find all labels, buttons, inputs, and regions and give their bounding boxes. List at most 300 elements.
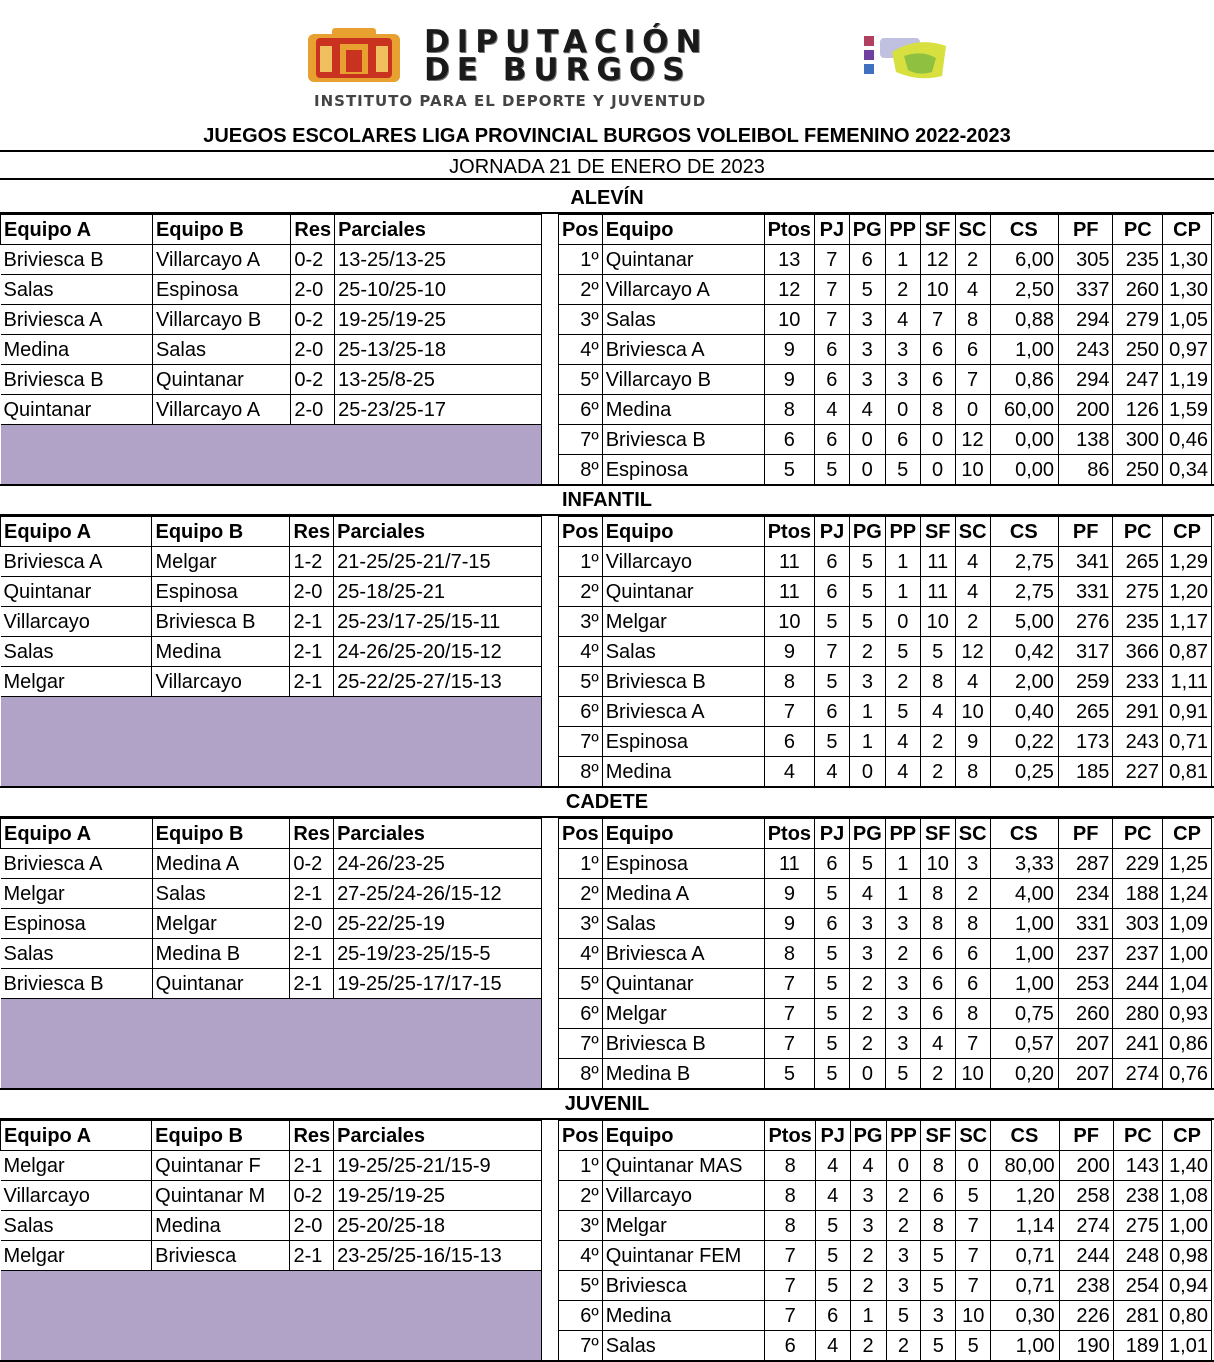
standings-cell: 6 bbox=[920, 335, 955, 365]
standings-cell: 7 bbox=[764, 969, 814, 999]
standings-row bbox=[559, 455, 1212, 485]
standings-row bbox=[559, 999, 1212, 1029]
standings-column-header: CS bbox=[990, 819, 1058, 849]
standings-row bbox=[559, 1059, 1212, 1089]
standings-cell: 8 bbox=[955, 757, 990, 787]
standings-cell: 1 bbox=[885, 879, 920, 909]
results-column-header: Equipo A bbox=[1, 517, 152, 547]
standings-cell: 2,50 bbox=[990, 275, 1059, 305]
standings-cell: 5 bbox=[921, 1271, 956, 1301]
standings-cell: 5 bbox=[920, 637, 955, 667]
standings-column-header: PJ bbox=[815, 517, 850, 547]
standings-cell: 0,46 bbox=[1163, 425, 1212, 455]
result-cell: Melgar bbox=[1, 1241, 152, 1271]
standings-column-header: PJ bbox=[814, 215, 849, 245]
result-cell: Quintanar M bbox=[152, 1181, 290, 1211]
standings-cell: 0 bbox=[885, 395, 920, 425]
standings-cell: 5 bbox=[849, 275, 885, 305]
standings-cell: 5 bbox=[921, 1331, 956, 1361]
result-cell: 21-25/25-21/7-15 bbox=[334, 547, 542, 577]
standings-cell: 2 bbox=[955, 245, 990, 275]
standings-column-header: Ptos bbox=[764, 517, 814, 547]
standings-cell: 6 bbox=[955, 969, 990, 999]
results-table bbox=[0, 214, 542, 485]
standings-cell: Briviesca A bbox=[602, 939, 764, 969]
standings-cell: 9 bbox=[764, 879, 814, 909]
standings-cell: 6º bbox=[559, 395, 603, 425]
result-cell: 25-20/25-18 bbox=[334, 1211, 542, 1241]
standings-cell: 1 bbox=[885, 577, 920, 607]
standings-cell: Quintanar bbox=[602, 245, 764, 275]
standings-column-header: Pos bbox=[559, 819, 603, 849]
result-cell: 0-2 bbox=[291, 305, 335, 335]
result-cell: 19-25/19-25 bbox=[335, 305, 542, 335]
standings-cell: 2 bbox=[850, 1241, 886, 1271]
standings-cell: 5 bbox=[764, 1059, 814, 1089]
standings-cell: 7 bbox=[956, 1241, 991, 1271]
result-cell: 2-0 bbox=[290, 1211, 334, 1241]
standings-column-header: Equipo bbox=[602, 517, 764, 547]
standings-row bbox=[559, 757, 1212, 787]
standings-column-header: PF bbox=[1059, 1121, 1113, 1151]
standings-column-header: SF bbox=[920, 215, 955, 245]
result-cell: Melgar bbox=[1, 879, 153, 909]
standings-row bbox=[559, 577, 1212, 607]
standings-column-header: PG bbox=[850, 1121, 886, 1151]
result-cell: 2-0 bbox=[291, 275, 335, 305]
standings-column-header: SC bbox=[955, 819, 990, 849]
empty-filler-row bbox=[1, 999, 542, 1089]
standings-column-header: PF bbox=[1058, 819, 1112, 849]
result-cell: 25-23/25-17 bbox=[335, 395, 542, 425]
standings-cell: 3 bbox=[849, 667, 885, 697]
standings-cell: 0,42 bbox=[990, 637, 1058, 667]
result-row bbox=[1, 1181, 542, 1211]
standings-cell: 5 bbox=[815, 667, 850, 697]
standings-row bbox=[559, 667, 1212, 697]
standings-cell: 5 bbox=[815, 727, 850, 757]
result-cell: 2-1 bbox=[290, 1151, 334, 1181]
result-cell: Espinosa bbox=[1, 909, 153, 939]
standings-cell: 274 bbox=[1059, 1211, 1113, 1241]
standings-cell: 1 bbox=[850, 1301, 886, 1331]
standings-cell: 3 bbox=[849, 939, 885, 969]
standings-column-header: PC bbox=[1113, 517, 1163, 547]
standings-cell: 303 bbox=[1113, 909, 1163, 939]
standings-column-header: PC bbox=[1113, 819, 1163, 849]
standings-cell: 5 bbox=[885, 637, 920, 667]
standings-cell: 5 bbox=[885, 1059, 920, 1089]
standings-cell: 280 bbox=[1113, 999, 1163, 1029]
standings-cell: 7 bbox=[765, 1301, 815, 1331]
standings-cell: 6 bbox=[764, 425, 814, 455]
standings-cell: 5 bbox=[956, 1331, 991, 1361]
standings-cell: 259 bbox=[1058, 667, 1112, 697]
standings-cell: 275 bbox=[1113, 577, 1163, 607]
standings-cell: 5º bbox=[559, 1271, 603, 1301]
standings-cell: 6 bbox=[815, 577, 850, 607]
result-cell: 13-25/13-25 bbox=[335, 245, 542, 275]
standings-column-header: Equipo bbox=[602, 819, 764, 849]
standings-cell: 5 bbox=[815, 969, 850, 999]
standings-cell: 1,24 bbox=[1163, 879, 1212, 909]
result-cell: Salas bbox=[152, 335, 290, 365]
standings-cell: 238 bbox=[1059, 1271, 1113, 1301]
standings-cell: 13 bbox=[764, 245, 814, 275]
results-column-header: Parciales bbox=[335, 215, 542, 245]
standings-cell: 4 bbox=[885, 757, 920, 787]
standings-cell: 4º bbox=[559, 637, 603, 667]
standings-column-header: SC bbox=[956, 1121, 991, 1151]
standings-cell: 10 bbox=[764, 305, 814, 335]
result-cell: Quintanar bbox=[152, 969, 290, 999]
standings-cell: 244 bbox=[1113, 969, 1163, 999]
standings-cell: 3 bbox=[849, 365, 885, 395]
standings-column-header: Ptos bbox=[764, 819, 814, 849]
standings-cell: 8 bbox=[955, 999, 990, 1029]
standings-cell: 6 bbox=[815, 697, 850, 727]
result-cell: 24-26/23-25 bbox=[334, 849, 542, 879]
result-row bbox=[1, 637, 542, 667]
standings-cell: 337 bbox=[1059, 275, 1113, 305]
result-cell: 2-1 bbox=[290, 939, 334, 969]
standings-cell: 3,33 bbox=[990, 849, 1058, 879]
standings-cell: 10 bbox=[920, 275, 955, 305]
standings-cell: 5 bbox=[815, 1211, 850, 1241]
standings-cell: 0 bbox=[849, 425, 885, 455]
matchday-date: JORNADA 21 DE ENERO DE 2023 bbox=[0, 150, 1214, 180]
standings-cell: 0,80 bbox=[1163, 1301, 1212, 1331]
standings-cell: 3 bbox=[885, 1029, 920, 1059]
standings-cell: 12 bbox=[955, 425, 990, 455]
result-cell: Salas bbox=[1, 637, 152, 667]
standings-cell: 8 bbox=[920, 667, 955, 697]
standings-cell: 281 bbox=[1113, 1301, 1162, 1331]
standings-cell: 6 bbox=[920, 939, 955, 969]
standings-column-header: PF bbox=[1059, 215, 1113, 245]
standings-cell: 3º bbox=[559, 909, 603, 939]
standings-row bbox=[559, 1211, 1212, 1241]
standings-cell: 265 bbox=[1058, 697, 1112, 727]
standings-cell: 60,00 bbox=[990, 395, 1059, 425]
standings-cell: 229 bbox=[1113, 849, 1163, 879]
standings-cell: 1,05 bbox=[1163, 305, 1212, 335]
result-row bbox=[1, 849, 542, 879]
standings-cell: 189 bbox=[1113, 1331, 1162, 1361]
results-column-header: Parciales bbox=[334, 819, 542, 849]
results-column-header: Parciales bbox=[334, 517, 542, 547]
empty-filler-cell bbox=[1, 1271, 542, 1361]
standings-column-header: PG bbox=[849, 819, 885, 849]
standings-cell: 5,00 bbox=[990, 607, 1058, 637]
standings-cell: 291 bbox=[1113, 697, 1163, 727]
standings-cell: 80,00 bbox=[991, 1151, 1059, 1181]
result-cell: 0-2 bbox=[290, 849, 334, 879]
category-title: CADETE bbox=[0, 786, 1214, 818]
standings-cell: 8 bbox=[765, 1211, 815, 1241]
result-row bbox=[1, 1241, 542, 1271]
result-cell: Quintanar bbox=[152, 365, 290, 395]
result-cell: Salas bbox=[1, 275, 153, 305]
results-header-row bbox=[1, 1121, 542, 1151]
standings-column-header: Pos bbox=[559, 215, 603, 245]
standings-cell: 235 bbox=[1113, 245, 1163, 275]
standings-cell: 200 bbox=[1059, 395, 1113, 425]
standings-cell: 7º bbox=[559, 425, 603, 455]
result-cell: Medina bbox=[152, 637, 290, 667]
standings-cell: 1,00 bbox=[990, 969, 1058, 999]
standings-column-header: PF bbox=[1058, 517, 1112, 547]
standings-cell: 1º bbox=[559, 547, 603, 577]
standings-cell: 3 bbox=[849, 335, 885, 365]
standings-cell: 10 bbox=[955, 455, 990, 485]
standings-cell: 1,14 bbox=[991, 1211, 1059, 1241]
standings-cell: 9 bbox=[764, 335, 814, 365]
standings-cell: 5 bbox=[921, 1241, 956, 1271]
standings-cell: 11 bbox=[920, 577, 955, 607]
standings-column-header: CP bbox=[1163, 215, 1212, 245]
result-cell: 24-26/25-20/15-12 bbox=[334, 637, 542, 667]
standings-cell: 1,11 bbox=[1163, 667, 1212, 697]
standings-cell: 1º bbox=[559, 245, 603, 275]
result-cell: 0-2 bbox=[291, 365, 335, 395]
standings-row bbox=[559, 1241, 1212, 1271]
standings-cell: 237 bbox=[1113, 939, 1163, 969]
standings-cell: 0 bbox=[886, 1151, 921, 1181]
standings-cell: 3 bbox=[886, 1271, 921, 1301]
standings-cell: 3 bbox=[955, 849, 990, 879]
standings-column-header: SF bbox=[921, 1121, 956, 1151]
standings-cell: 0,40 bbox=[990, 697, 1058, 727]
standings-cell: 6 bbox=[885, 425, 920, 455]
result-row bbox=[1, 969, 542, 999]
results-header-row bbox=[1, 819, 542, 849]
standings-cell: 4º bbox=[559, 1241, 603, 1271]
standings-cell: 6º bbox=[559, 1301, 603, 1331]
standings-cell: 0,94 bbox=[1163, 1271, 1212, 1301]
result-cell: Quintanar F bbox=[152, 1151, 290, 1181]
result-row bbox=[1, 275, 542, 305]
result-cell: 2-1 bbox=[290, 879, 334, 909]
standings-cell: 4 bbox=[764, 757, 814, 787]
category-title: ALEVÍN bbox=[0, 182, 1214, 214]
standings-column-header: PP bbox=[885, 819, 920, 849]
standings-column-header: Pos bbox=[559, 1121, 603, 1151]
standings-cell: 279 bbox=[1113, 305, 1163, 335]
result-cell: Medina bbox=[152, 1211, 290, 1241]
result-cell: Villarcayo bbox=[1, 607, 152, 637]
standings-cell: 258 bbox=[1059, 1181, 1113, 1211]
standings-cell: 4 bbox=[920, 697, 955, 727]
standings-cell: 0,71 bbox=[1163, 727, 1212, 757]
standings-cell: 4 bbox=[955, 667, 990, 697]
standings-cell: 7 bbox=[814, 305, 849, 335]
standings-cell: 0,93 bbox=[1163, 999, 1212, 1029]
results-table bbox=[0, 1120, 542, 1361]
results-column-header: Equipo B bbox=[152, 517, 290, 547]
standings-cell: 3 bbox=[850, 1181, 886, 1211]
result-cell: Villarcayo bbox=[1, 1181, 152, 1211]
standings-cell: 2 bbox=[849, 999, 885, 1029]
standings-cell: 3º bbox=[559, 305, 603, 335]
standings-cell: 1,29 bbox=[1163, 547, 1212, 577]
standings-cell: 3 bbox=[885, 909, 920, 939]
standings-cell: 4,00 bbox=[990, 879, 1058, 909]
standings-column-header: Pos bbox=[559, 517, 603, 547]
result-cell: Briviesca A bbox=[1, 849, 153, 879]
standings-cell: 5º bbox=[559, 969, 603, 999]
standings-cell: 5 bbox=[815, 1059, 850, 1089]
standings-row bbox=[559, 969, 1212, 999]
standings-cell: 8 bbox=[921, 1211, 956, 1241]
result-cell: Villarcayo A bbox=[152, 245, 290, 275]
standings-cell: 233 bbox=[1113, 667, 1163, 697]
standings-cell: 1,00 bbox=[991, 1331, 1059, 1361]
standings-cell: 1,00 bbox=[990, 909, 1058, 939]
standings-cell: 366 bbox=[1113, 637, 1163, 667]
results-column-header: Res bbox=[290, 819, 334, 849]
standings-cell: Quintanar bbox=[602, 969, 764, 999]
standings-cell: 1,09 bbox=[1163, 909, 1212, 939]
standings-cell: 6 bbox=[814, 335, 849, 365]
standings-cell: 7º bbox=[559, 1331, 603, 1361]
standings-cell: 173 bbox=[1058, 727, 1112, 757]
result-cell: Quintanar bbox=[1, 395, 153, 425]
standings-cell: 86 bbox=[1059, 455, 1113, 485]
result-cell: 2-1 bbox=[290, 1241, 334, 1271]
standings-cell: 0,98 bbox=[1163, 1241, 1212, 1271]
standings-cell: 0 bbox=[849, 455, 885, 485]
results-column-header: Equipo B bbox=[152, 819, 290, 849]
standings-cell: 2,75 bbox=[990, 577, 1058, 607]
standings-cell: 126 bbox=[1113, 395, 1163, 425]
standings-cell: 1,59 bbox=[1163, 395, 1212, 425]
standings-cell: 305 bbox=[1059, 245, 1113, 275]
standings-cell: 7 bbox=[815, 637, 850, 667]
standings-column-header: CS bbox=[990, 517, 1058, 547]
standings-cell: 260 bbox=[1058, 999, 1112, 1029]
empty-filler-cell bbox=[1, 425, 542, 485]
result-cell: Briviesca B bbox=[1, 365, 153, 395]
standings-cell: Salas bbox=[602, 305, 764, 335]
result-row bbox=[1, 879, 542, 909]
standings-cell: 3 bbox=[885, 969, 920, 999]
result-cell: Espinosa bbox=[152, 577, 290, 607]
standings-cell: 6 bbox=[765, 1331, 815, 1361]
standings-cell: 1 bbox=[849, 727, 885, 757]
standings-column-header: SF bbox=[920, 819, 955, 849]
result-cell: Medina B bbox=[152, 939, 290, 969]
standings-cell: 4 bbox=[955, 577, 990, 607]
standings-cell: 6º bbox=[559, 999, 603, 1029]
standings-cell: 2 bbox=[885, 939, 920, 969]
standings-cell: Melgar bbox=[602, 607, 764, 637]
standings-cell: 2 bbox=[849, 969, 885, 999]
standings-cell: 138 bbox=[1059, 425, 1113, 455]
standings-cell: 2 bbox=[920, 727, 955, 757]
standings-cell: 2 bbox=[886, 1181, 921, 1211]
result-cell: 19-25/25-21/15-9 bbox=[334, 1151, 542, 1181]
result-cell: 25-22/25-19 bbox=[334, 909, 542, 939]
result-cell: 19-25/19-25 bbox=[334, 1181, 542, 1211]
standings-cell: 238 bbox=[1113, 1181, 1162, 1211]
standings-cell: 0,34 bbox=[1163, 455, 1212, 485]
standings-cell: 0,86 bbox=[990, 365, 1059, 395]
results-column-header: Parciales bbox=[334, 1121, 542, 1151]
standings-cell: 0,71 bbox=[991, 1241, 1059, 1271]
standings-cell: 6,00 bbox=[990, 245, 1059, 275]
standings-column-header: CS bbox=[990, 215, 1059, 245]
standings-cell: 234 bbox=[1058, 879, 1112, 909]
standings-cell: 4 bbox=[815, 757, 850, 787]
standings-row bbox=[559, 1029, 1212, 1059]
standings-column-header: PC bbox=[1113, 1121, 1162, 1151]
standings-cell: Quintanar bbox=[602, 577, 764, 607]
standings-cell: 4 bbox=[885, 727, 920, 757]
standings-cell: 5 bbox=[815, 939, 850, 969]
standings-cell: 10 bbox=[920, 607, 955, 637]
result-cell: 25-23/17-25/15-11 bbox=[334, 607, 542, 637]
standings-cell: 331 bbox=[1058, 577, 1112, 607]
standings-header-row bbox=[559, 1121, 1212, 1151]
result-cell: Briviesca bbox=[152, 1241, 290, 1271]
standings-cell: 250 bbox=[1113, 335, 1163, 365]
standings-column-header: PP bbox=[885, 215, 920, 245]
standings-cell: 0,76 bbox=[1163, 1059, 1212, 1089]
standings-cell: 10 bbox=[955, 1059, 990, 1089]
standings-cell: 8º bbox=[559, 455, 603, 485]
standings-cell: 5 bbox=[815, 1029, 850, 1059]
standings-column-header: CP bbox=[1163, 517, 1212, 547]
results-table bbox=[0, 516, 542, 787]
standings-cell: 207 bbox=[1058, 1029, 1112, 1059]
standings-cell: 0,30 bbox=[991, 1301, 1059, 1331]
standings-cell: 6 bbox=[815, 1301, 850, 1331]
standings-cell: 207 bbox=[1058, 1059, 1112, 1089]
standings-cell: 6 bbox=[955, 939, 990, 969]
page-title: JUEGOS ESCOLARES LIGA PROVINCIAL BURGOS VOLEIBOL FEMENINO 2022-2023 bbox=[203, 125, 1011, 147]
standings-cell: 0,20 bbox=[990, 1059, 1058, 1089]
standings-cell: 185 bbox=[1058, 757, 1112, 787]
standings-cell: 6 bbox=[849, 245, 885, 275]
standings-cell: Quintanar FEM bbox=[602, 1241, 765, 1271]
results-column-header: Equipo B bbox=[152, 1121, 290, 1151]
standings-cell: 8 bbox=[920, 395, 955, 425]
standings-cell: 1,40 bbox=[1163, 1151, 1212, 1181]
standings-cell: 6 bbox=[920, 969, 955, 999]
standings-cell: 2,00 bbox=[990, 667, 1058, 697]
result-cell: Melgar bbox=[152, 909, 290, 939]
standings-row bbox=[559, 1151, 1212, 1181]
standings-cell: 4 bbox=[955, 547, 990, 577]
standings-column-header: SC bbox=[955, 517, 990, 547]
standings-table bbox=[558, 818, 1212, 1089]
standings-row bbox=[559, 607, 1212, 637]
standings-column-header: PP bbox=[886, 1121, 921, 1151]
standings-cell: Villarcayo B bbox=[602, 365, 764, 395]
result-cell: 25-13/25-18 bbox=[335, 335, 542, 365]
standings-column-header: Equipo bbox=[602, 1121, 765, 1151]
standings-cell: 1,30 bbox=[1163, 245, 1212, 275]
standings-cell: 5 bbox=[815, 1241, 850, 1271]
standings-cell: 4 bbox=[815, 1151, 850, 1181]
result-row bbox=[1, 939, 542, 969]
standings-cell: 1,00 bbox=[990, 939, 1058, 969]
standings-cell: 9 bbox=[764, 365, 814, 395]
standings-cell: 1 bbox=[885, 547, 920, 577]
result-row bbox=[1, 245, 542, 275]
standings-cell: 317 bbox=[1058, 637, 1112, 667]
